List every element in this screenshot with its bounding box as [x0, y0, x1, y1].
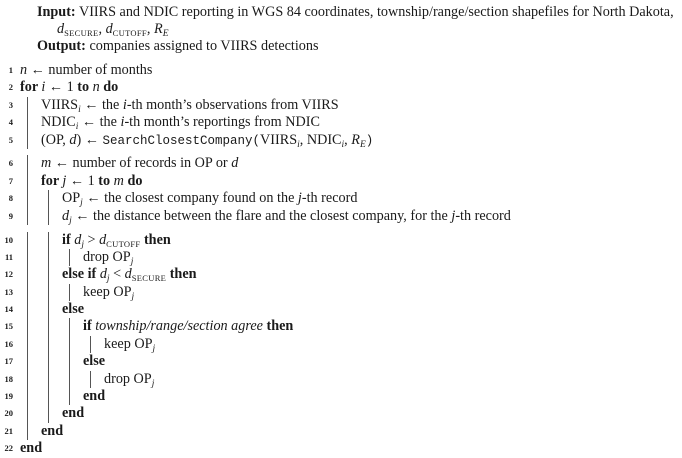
algorithm-text-segment: OP: [62, 190, 81, 207]
algorithm-text-segment: SECURE: [131, 273, 167, 284]
block-indent-bar: [41, 266, 62, 283]
algorithm-text-segment: i: [78, 104, 81, 115]
algorithm-text-segment: SECURE: [64, 28, 99, 38]
line-number: 21: [4, 425, 13, 436]
algorithm-text-segment: (OP,: [41, 131, 70, 148]
algorithm-text-segment: drop OP: [83, 248, 131, 265]
line-number: 20: [4, 408, 13, 419]
algorithm-line: [0, 114, 682, 131]
algorithm-text-segment: ← 1: [45, 79, 78, 96]
block-indent-bar: [20, 405, 41, 422]
block-indent-bar: [41, 249, 62, 266]
algorithm-text-segment: i: [122, 96, 127, 113]
line-number: 17: [4, 356, 13, 367]
algorithm-text-segment: j: [131, 291, 135, 302]
algorithm-text-segment: j: [451, 207, 456, 224]
block-indent-bar: [41, 208, 62, 225]
algorithm-line: [0, 249, 682, 266]
algorithm-text-segment: Input:: [37, 4, 76, 20]
line-content: [41, 155, 238, 172]
line-content: [20, 440, 42, 457]
block-indent-bar: [83, 336, 104, 353]
algorithm-line: [0, 173, 682, 190]
algorithm-text-segment: to: [98, 172, 114, 189]
line-content: [83, 353, 105, 370]
algorithm-line: [0, 336, 682, 353]
algorithm-line: [0, 132, 682, 149]
block-indent-bar: [20, 173, 41, 190]
block-indent-bar: [41, 301, 62, 318]
algorithm-text-segment: for: [20, 79, 42, 96]
algorithm-line: [0, 440, 682, 457]
algorithm-text-segment: for: [41, 172, 63, 189]
block-indent-bar: [20, 388, 41, 405]
algorithm-text-segment: j: [81, 239, 84, 250]
algorithm-text-segment: <: [109, 266, 125, 283]
block-indent-bar: [20, 232, 41, 249]
algorithm-text-segment: ← number of records in OP or: [51, 155, 232, 172]
block-indent-bar: [20, 336, 41, 353]
algorithm-input: [37, 4, 674, 21]
algorithm-line: [0, 301, 682, 318]
line-content: [83, 284, 134, 301]
block-indent-bar: [83, 371, 104, 388]
algorithm-text-segment: , NDIC: [299, 131, 342, 148]
line-content: [83, 318, 293, 335]
line-number: 9: [8, 210, 13, 221]
algorithm-text-segment: keep OP: [104, 335, 153, 352]
algorithm-text-segment: j: [152, 343, 156, 354]
algorithm-text-segment: j: [62, 172, 67, 189]
algorithm-text-segment: do: [99, 79, 119, 96]
algorithm-text-segment: i: [120, 114, 125, 131]
algorithm-text-segment: to: [77, 79, 93, 96]
block-indent-bar: [20, 155, 41, 172]
algorithm-line: [0, 62, 682, 79]
algorithm-text-segment: d: [105, 21, 113, 37]
algorithm-text-segment: VIIRS and NDIC reporting in WGS 84 coordinates, township/range/section shapefiles for North Dakota,: [75, 4, 674, 20]
line-content: [41, 173, 142, 190]
algorithm-text-segment: ): [365, 133, 374, 148]
algorithm-text-segment: ← the distance between the flare and the closest company, for the: [71, 207, 452, 224]
line-content: [62, 232, 171, 249]
algorithm-text-segment: else: [83, 353, 106, 370]
algorithm-text-segment: drop OP: [104, 370, 152, 387]
algorithm-text-segment: E: [359, 139, 366, 150]
line-content: [62, 208, 511, 225]
line-number: 3: [8, 99, 13, 110]
algorithm-text-segment: d: [124, 266, 132, 283]
line-content: [41, 132, 373, 149]
algorithm-text-segment: ← the closest company found on the: [82, 190, 298, 207]
algorithm-text-segment: j: [80, 198, 83, 209]
line-number: 13: [4, 286, 13, 297]
algorithm-text-segment: CUTOFF: [112, 28, 147, 38]
algorithm-text-segment: d: [74, 231, 82, 248]
algorithm-text-segment: d: [99, 231, 107, 248]
algorithm-text-segment: then: [262, 318, 294, 335]
block-indent-bar: [62, 318, 83, 335]
algorithm-line: [0, 190, 682, 207]
block-indent-bar: [20, 266, 41, 283]
algorithm-text-segment: i: [75, 122, 79, 133]
algorithm-text-segment: n: [92, 79, 100, 96]
block-indent-bar: [20, 284, 41, 301]
algorithm-text-segment: Output:: [37, 38, 86, 54]
algorithm-text-segment: township/range/section agree: [95, 318, 263, 335]
line-content: [62, 301, 84, 318]
line-number: 6: [8, 158, 13, 169]
line-number: 10: [4, 234, 13, 245]
block-indent-bar: [62, 336, 83, 353]
algorithm-text-segment: ,: [146, 21, 155, 37]
algorithm-text-segment: ← the: [78, 114, 121, 131]
block-indent-bar: [20, 371, 41, 388]
block-indent-bar: [41, 371, 62, 388]
line-content: [20, 62, 152, 79]
algorithm-text-segment: i: [341, 139, 345, 150]
line-number: 14: [4, 304, 13, 315]
block-indent-bar: [41, 232, 62, 249]
algorithm-text-segment: do: [123, 172, 143, 189]
line-number: 11: [4, 251, 13, 262]
algorithm-text-segment: j: [106, 274, 110, 285]
block-indent-bar: [62, 371, 83, 388]
algorithm-text-segment: R: [154, 21, 163, 37]
algorithm-text-segment: else if: [62, 266, 100, 283]
algorithm-line: [0, 266, 682, 283]
algorithm-text-segment: VIIRS: [41, 96, 79, 113]
algorithm-line: [0, 353, 682, 370]
algorithm-text-segment: i: [297, 139, 300, 150]
line-number: 7: [8, 175, 13, 186]
algorithm-output: [37, 38, 319, 55]
line-number: 5: [8, 134, 13, 145]
algorithm-text-segment: i: [41, 79, 46, 96]
line-content: [104, 336, 155, 353]
algorithm-text-segment: m: [41, 155, 52, 172]
algorithm-text-segment: j: [151, 378, 155, 389]
algorithm-text-segment: ← number of months: [27, 62, 153, 78]
algorithm-text-segment: NDIC: [41, 114, 76, 131]
algorithm-text-segment: then: [140, 231, 171, 248]
algorithm-text-segment: ← the: [80, 96, 123, 113]
line-content: [41, 423, 63, 440]
algorithm-line: [0, 405, 682, 422]
line-content: [62, 266, 197, 283]
block-indent-bar: [20, 353, 41, 370]
line-number: 18: [4, 373, 13, 384]
block-indent-bar: [41, 336, 62, 353]
line-number: 1: [8, 64, 13, 75]
block-indent-bar: [41, 284, 62, 301]
line-content: [62, 190, 357, 207]
block-indent-bar: [20, 208, 41, 225]
line-number: 16: [4, 338, 13, 349]
algorithm-text-segment: else: [62, 301, 85, 318]
line-number: 12: [4, 269, 13, 280]
algorithm-text-segment: end: [41, 422, 64, 439]
algorithm-line: [0, 208, 682, 225]
algorithm-text-segment: -th month’s reportings from NDIC: [124, 114, 320, 131]
algorithm-text-segment: d: [57, 21, 65, 37]
line-content: [104, 371, 154, 388]
block-indent-bar: [41, 318, 62, 335]
line-content: [62, 405, 84, 422]
algorithm-line: [0, 225, 682, 249]
block-indent-bar: [62, 353, 83, 370]
algorithm-text-segment: E: [162, 29, 169, 39]
algorithm-text-segment: j: [130, 256, 134, 267]
algorithm-text-segment: m: [113, 172, 124, 189]
algorithm-text-segment: R: [351, 131, 360, 148]
algorithm-text-segment: ← 1: [66, 172, 99, 189]
line-number: 15: [4, 321, 13, 332]
algorithm-text-segment: j: [297, 190, 302, 207]
block-indent-bar: [41, 405, 62, 422]
algorithm-line: [0, 149, 682, 173]
algorithm-line: [0, 97, 682, 114]
block-indent-bar: [20, 423, 41, 440]
algorithm-text-segment: VIIRS: [260, 131, 298, 148]
line-content: [83, 388, 105, 405]
block-indent-bar: [20, 249, 41, 266]
algorithm-text-segment: if: [83, 318, 96, 335]
algorithm-text-segment: then: [166, 266, 197, 283]
algorithm-text-segment: ,: [98, 21, 106, 37]
algorithm-line: [0, 318, 682, 335]
line-number: 22: [4, 443, 13, 454]
algorithm-line: [0, 423, 682, 440]
block-indent-bar: [20, 301, 41, 318]
line-number: 19: [4, 391, 13, 402]
algorithm-text-segment: d: [69, 131, 77, 148]
algorithm-text-segment: -th record: [455, 207, 511, 224]
algorithm-text-segment: n: [20, 62, 28, 78]
algorithm-line: [0, 79, 682, 96]
line-content: [20, 79, 118, 96]
line-content: [83, 249, 133, 266]
algorithm-text-segment: -th record: [301, 190, 358, 207]
algorithm-text-segment: -th month’s observations from VIIRS: [126, 96, 339, 113]
algorithm-body: [0, 62, 682, 458]
algorithm-text-segment: CUTOFF: [106, 238, 141, 249]
algorithm-text-segment: d: [231, 155, 239, 172]
block-indent-bar: [62, 388, 83, 405]
algorithm-text-segment: ,: [344, 131, 352, 148]
line-content: [41, 97, 339, 114]
block-indent-bar: [41, 388, 62, 405]
algorithm-text-segment: d: [99, 266, 107, 283]
algorithm-text-segment: end: [20, 440, 43, 457]
block-indent-bar: [20, 114, 41, 131]
block-indent-bar: [41, 190, 62, 207]
block-indent-bar: [20, 318, 41, 335]
algorithm-text-segment: (: [252, 133, 261, 148]
algorithm-text-segment: end: [62, 405, 85, 422]
algorithm-text-segment: SearchClosestCompany: [102, 133, 253, 148]
algorithm-text-segment: if: [62, 231, 75, 248]
algorithm-line: [0, 388, 682, 405]
block-indent-bar: [20, 97, 41, 114]
line-content: [41, 114, 320, 131]
algorithm-text-segment: keep OP: [83, 283, 132, 300]
algorithm-line: [0, 371, 682, 388]
algorithm-text-segment: d: [62, 207, 70, 224]
block-indent-bar: [41, 353, 62, 370]
line-number: 4: [8, 117, 13, 128]
block-indent-bar: [20, 190, 41, 207]
line-number: 2: [8, 82, 13, 93]
block-indent-bar: [62, 249, 83, 266]
algorithm-text-segment: companies assigned to VIIRS detections: [85, 38, 319, 54]
algorithm-line: [0, 284, 682, 301]
algorithm-text-segment: >: [83, 231, 100, 248]
block-indent-bar: [20, 132, 41, 149]
algorithm-text-segment: j: [69, 215, 72, 226]
algorithm-text-segment: ) ←: [76, 131, 103, 148]
block-indent-bar: [62, 284, 83, 301]
algorithm-text-segment: end: [83, 388, 106, 405]
line-number: 8: [8, 193, 13, 204]
